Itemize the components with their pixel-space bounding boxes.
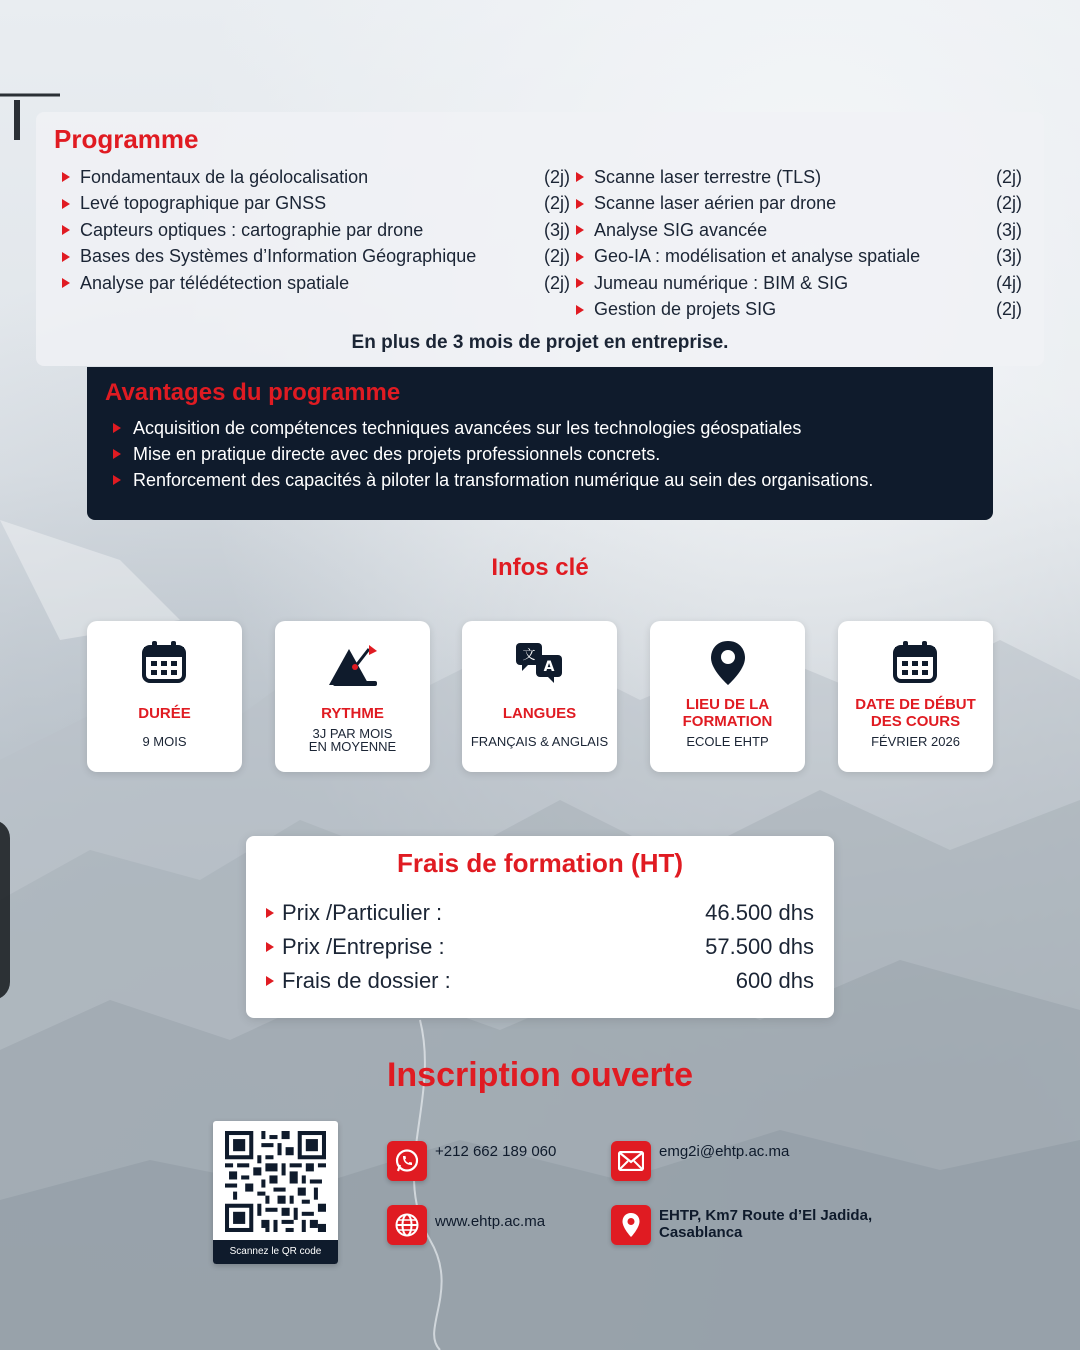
contact-phone[interactable] xyxy=(387,1141,556,1181)
mail-icon xyxy=(611,1141,651,1181)
bullet-triangle-icon xyxy=(576,225,584,235)
bullet-triangle-icon xyxy=(113,449,121,459)
inscription-title: Inscription ouverte xyxy=(386,1056,694,1094)
bullet-triangle-icon xyxy=(62,252,70,262)
infos-title: Infos clé xyxy=(491,554,589,581)
fees-card xyxy=(246,836,834,1018)
address: EHTP, Km7 Route d’El Jadida, Casablanca xyxy=(659,1207,873,1241)
bullet-triangle-icon xyxy=(266,908,274,918)
programme-item: Scanne laser aérien par drone (2j) xyxy=(576,191,1022,218)
avantages-card xyxy=(87,367,993,520)
avantages-list xyxy=(105,415,975,493)
bullet-triangle-icon xyxy=(113,475,121,485)
info-card-rythme xyxy=(275,621,430,772)
list-item: Mise en pratique directe avec des projets professionnels concrets. xyxy=(105,441,975,467)
translate-icon xyxy=(514,639,566,687)
info-card-lieu xyxy=(650,621,805,772)
bullet-triangle-icon xyxy=(113,423,121,433)
calendar-icon xyxy=(140,639,190,687)
programme-item: Bases des Systèmes d’Information Géographique (2j) xyxy=(62,244,570,271)
qr-code[interactable] xyxy=(213,1121,338,1264)
info-card-langues xyxy=(462,621,617,772)
svg-text:A: A xyxy=(543,659,554,675)
bullet-triangle-icon xyxy=(266,976,274,986)
programme-card xyxy=(36,112,1044,366)
bullet-triangle-icon xyxy=(62,225,70,235)
fee-row: Prix /Entreprise : 57.500 dhs xyxy=(266,934,814,960)
avantages-title: Avantages du programme xyxy=(105,379,401,406)
programme-item: Levé topographique par GNSS (2j) xyxy=(62,191,570,218)
info-card-title: LIEU DE LA FORMATION xyxy=(682,696,773,730)
programme-item: Jumeau numérique : BIM & SIG (4j) xyxy=(576,270,1022,297)
info-card-value: 9 MOIS xyxy=(142,734,187,749)
programme-item: Geo-IA : modélisation et analyse spatiale (3j) xyxy=(576,244,1022,271)
programme-note: En plus de 3 mois de projet en entreprise. xyxy=(351,332,729,353)
info-card-value: FRANÇAIS & ANGLAIS xyxy=(470,734,609,749)
fee-row: Frais de dossier : 600 dhs xyxy=(266,968,814,994)
location-pin-icon xyxy=(611,1205,651,1245)
info-card-title: DURÉE xyxy=(138,705,191,722)
svg-text:文: 文 xyxy=(521,648,536,663)
contact-address xyxy=(611,1205,872,1245)
programme-title: Programme xyxy=(54,124,199,154)
email-address: emg2i@ehtp.ac.ma xyxy=(659,1143,790,1160)
bullet-triangle-icon xyxy=(576,278,584,288)
info-card-title: DATE DE DÉBUT DES COURS xyxy=(855,696,976,730)
list-item: Acquisition de compétences techniques avancées sur les technologies géospatiales xyxy=(105,415,975,441)
info-card-value: 3J PAR MOIS EN MOYENNE xyxy=(308,726,397,754)
bullet-triangle-icon xyxy=(266,942,274,952)
bullet-triangle-icon xyxy=(62,172,70,182)
bullet-triangle-icon xyxy=(576,199,584,209)
contact-website[interactable] xyxy=(387,1205,545,1245)
info-card-value: ECOLE EHTP xyxy=(686,734,769,749)
phone-number: +212 662 189 060 xyxy=(435,1143,557,1160)
info-card-value: FÉVRIER 2026 xyxy=(871,734,960,749)
mountain-flag-icon xyxy=(325,639,381,689)
programme-item: Analyse par télédétection spatiale (2j) xyxy=(62,270,570,297)
contact-email[interactable] xyxy=(611,1141,789,1181)
bullet-triangle-icon xyxy=(62,278,70,288)
programme-right-column xyxy=(576,164,1022,323)
qr-code-icon xyxy=(225,1131,326,1232)
bullet-triangle-icon xyxy=(62,199,70,209)
whatsapp-icon xyxy=(387,1141,427,1181)
fees-title: Frais de formation (HT) xyxy=(396,848,684,878)
website-link: www.ehtp.ac.ma xyxy=(435,1213,546,1230)
calendar-icon xyxy=(891,639,941,687)
info-card-date xyxy=(838,621,993,772)
location-pin-icon xyxy=(708,639,748,687)
qr-caption: Scannez le QR code xyxy=(213,1240,338,1264)
programme-item: Analyse SIG avancée (3j) xyxy=(576,217,1022,244)
programme-item: Gestion de projets SIG (2j) xyxy=(576,297,1022,324)
info-card-title: LANGUES xyxy=(502,705,577,722)
globe-icon xyxy=(387,1205,427,1245)
programme-item: Fondamentaux de la géolocalisation (2j) xyxy=(62,164,570,191)
programme-item: Capteurs optiques : cartographie par drone (3j) xyxy=(62,217,570,244)
programme-left-column xyxy=(62,164,570,297)
bullet-triangle-icon xyxy=(576,305,584,315)
bullet-triangle-icon xyxy=(576,252,584,262)
programme-item: Scanne laser terrestre (TLS) (2j) xyxy=(576,164,1022,191)
fee-row: Prix /Particulier : 46.500 dhs xyxy=(266,900,814,926)
list-item: Renforcement des capacités à piloter la transformation numérique au sein des organisations. xyxy=(105,467,975,493)
bullet-triangle-icon xyxy=(576,172,584,182)
info-card-duree xyxy=(87,621,242,772)
info-card-title: RYTHME xyxy=(321,705,384,722)
